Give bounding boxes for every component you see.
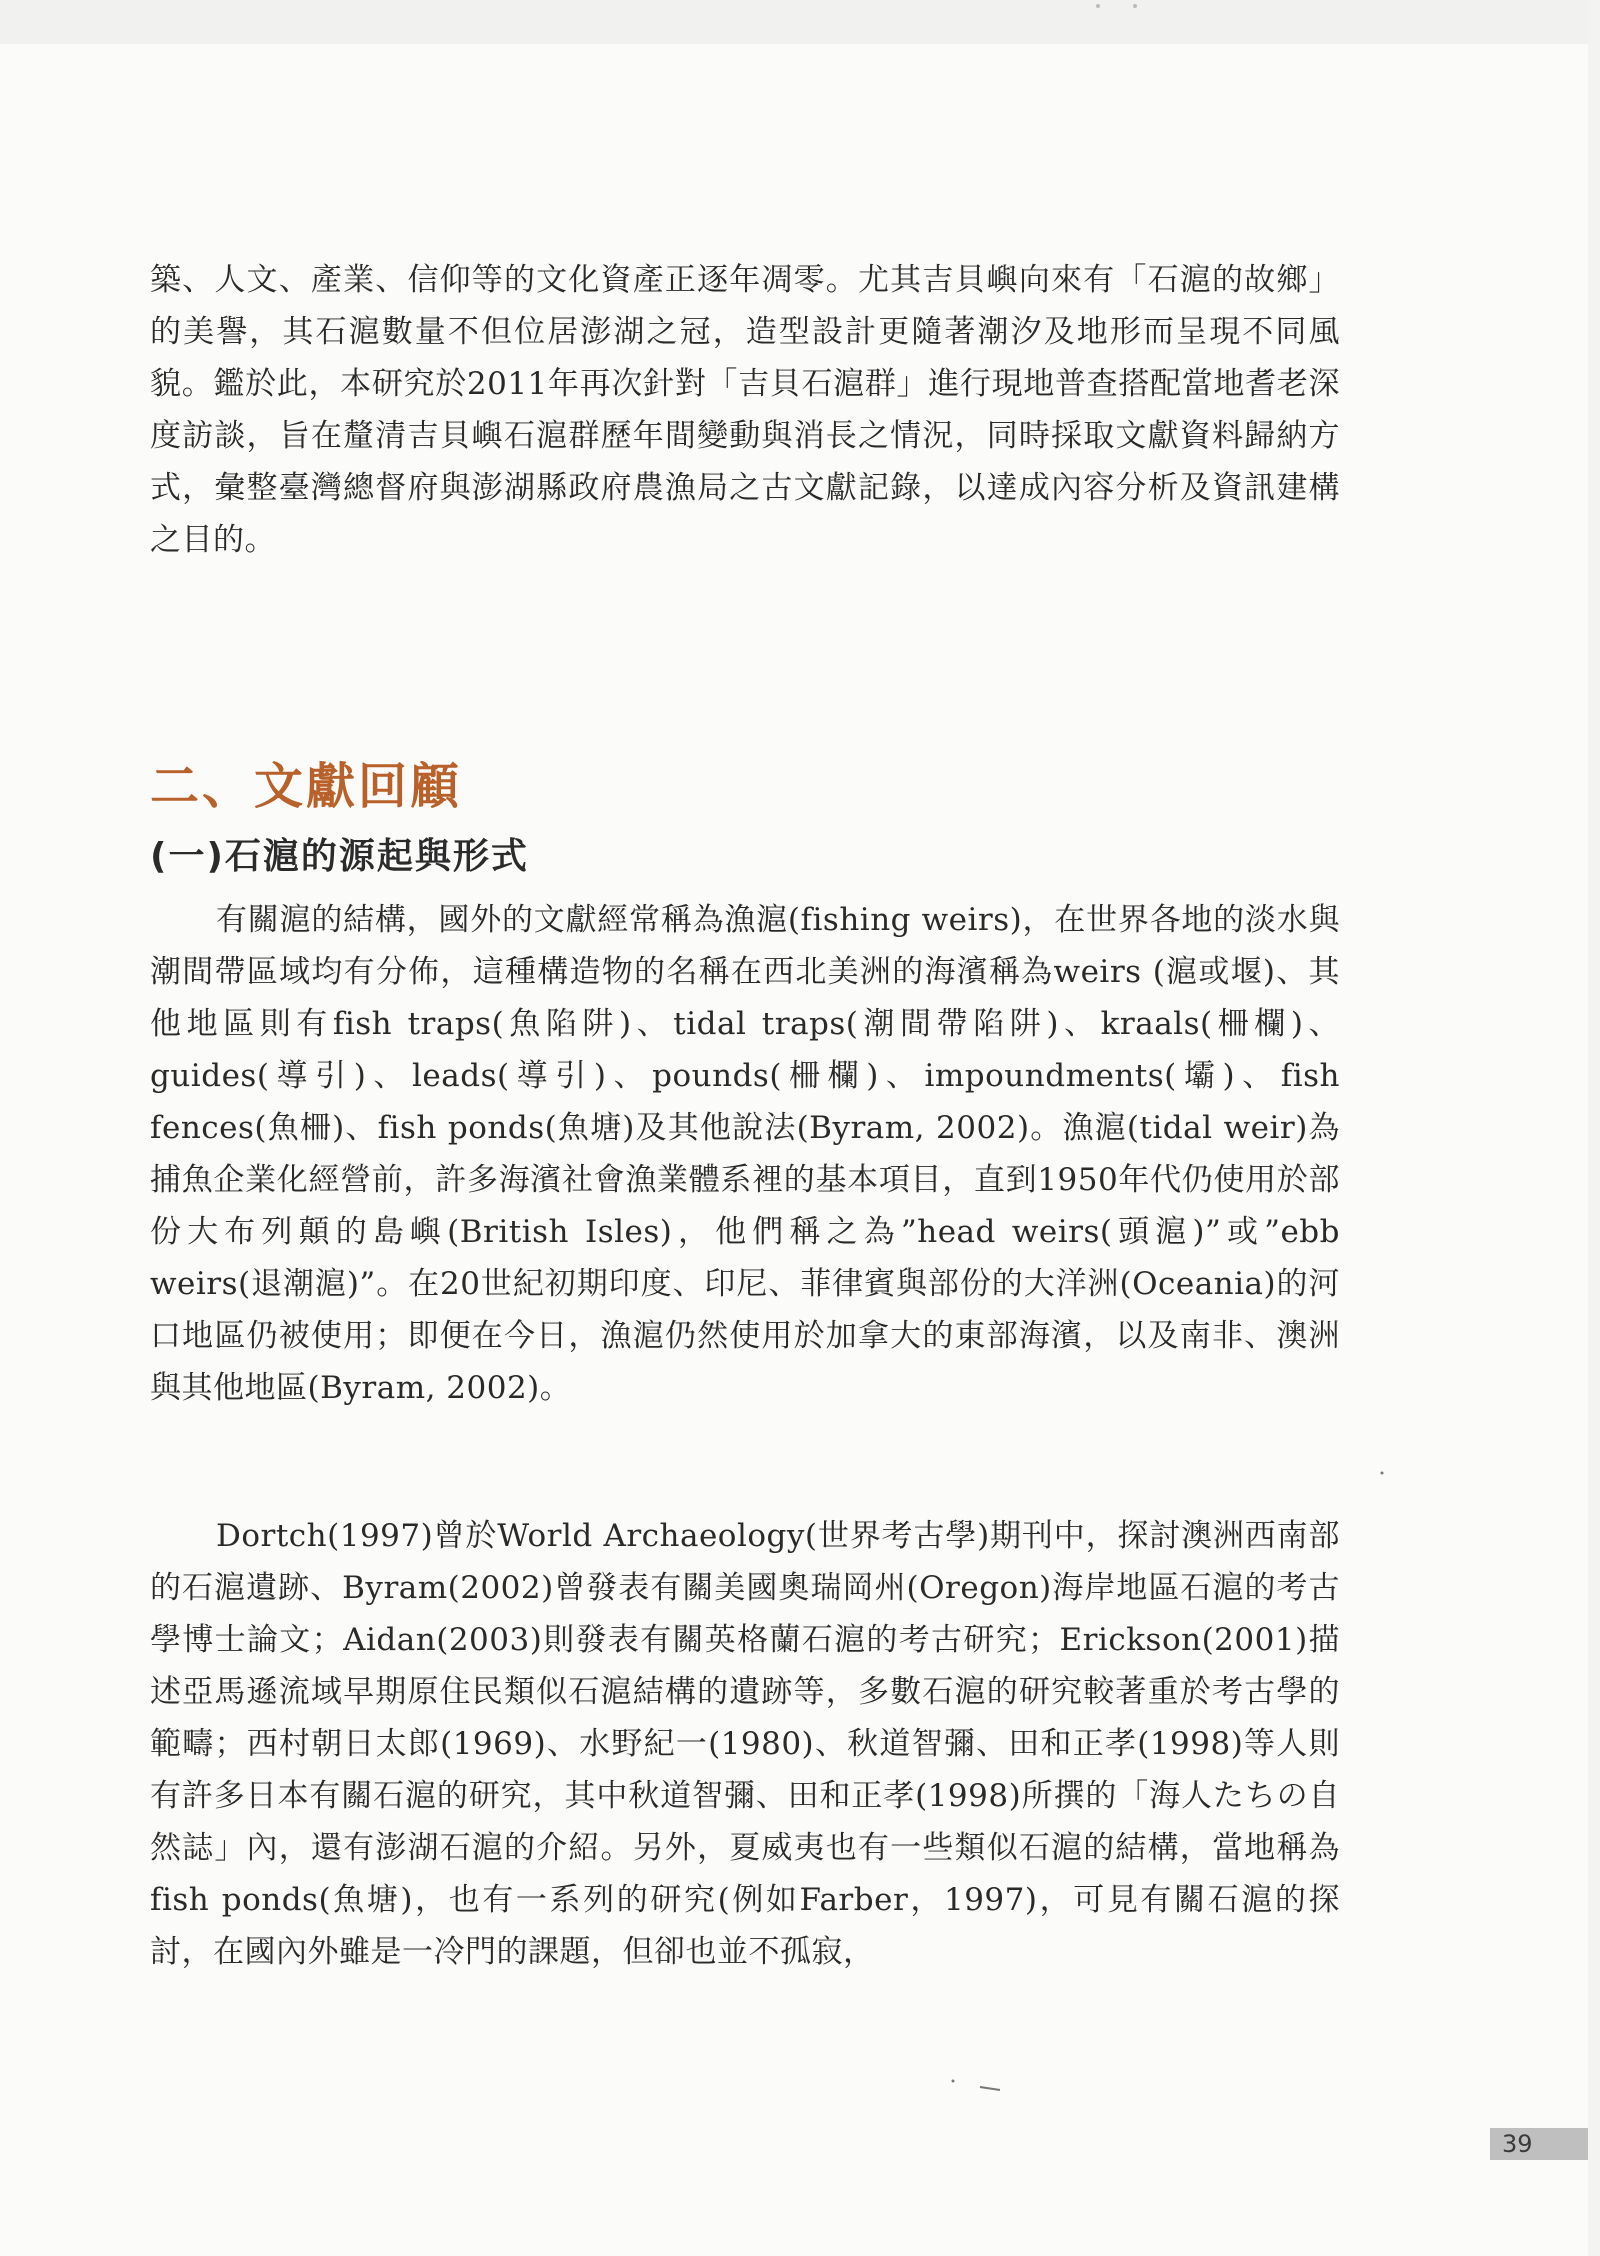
intro-paragraph: 築、人文、產業、信仰等的文化資產正逐年凋零。尤其吉貝嶼向來有「石滬的故鄉」的美譽，其石滬數量不但位居澎湖之冠，造型設計更隨著潮汐及地形而呈現不同風貌。鑑於此，本研究於2011年再次針對「吉貝石滬群」進行現地普查搭配當地耆老深度訪談，旨在釐清吉貝嶼石滬群歷年間變動與消長之情況，同時採取文獻資料歸納方式，彙整臺灣總督府與澎湖縣政府農漁局之古文獻記錄，以達成內容分析及資訊建構之目的。 [150,262,1340,558]
page-number-tab: 39 [1490,2128,1588,2160]
body-paragraph-1: 有關滬的結構，國外的文獻經常稱為漁滬(fishing weirs)，在世界各地的淡水與潮間帶區域均有分佈，這種構造物的名稱在西北美洲的海濱稱為weirs (滬或堰)、其他地區則有fish traps(魚陷阱)、tidal traps(潮間帶陷阱)、kraals(柵欄)、guides(導引)、leads(導引)、pounds(柵欄)、impoundments(壩)、fish fences(魚柵)、fish ponds(魚塘)及其他說法(Byram, 2002)。漁滬(tidal weir)為捕魚企業化經營前，許多海濱社會漁業體系裡的基本項目，直到1950年代仍使用於部份大布列顛的島嶼(British Isles)，他們稱之為”head weirs(頭滬)”或”ebb weirs(退潮滬)”。在20世紀初期印度、印尼、菲律賓與部份的大洋洲(Oceania)的河口地區仍被使用；即便在今日，漁滬仍然使用於加拿大的東部海濱，以及南非、澳洲與其他地區(Byram, 2002)。 [150,902,1340,1406]
section-heading: 二、文獻回顧 [150,758,463,815]
top-scan-band [0,0,1600,44]
body-paragraph-2: Dortch(1997)曾於World Archaeology(世界考古學)期刊中，探討澳洲西南部的石滬遺跡、Byram(2002)曾發表有關美國奧瑞岡州(Oregon)海岸地區石滬的考古學博士論文；Aidan(2003)則發表有關英格蘭石滬的考古研究；Erickson(2001)描述亞馬遜流域早期原住民類似石滬結構的遺跡等，多數石滬的研究較著重於考古學的範疇；西村朝日太郎(1969)、水野紀一(1980)、秋道智彌、田和正孝(1998)等人則有許多日本有關石滬的研究，其中秋道智彌、田和正孝(1998)所撰的「海人たちの自然誌」內，還有澎湖石滬的介紹。另外，夏威夷也有一些類似石滬的結構，當地稱為fish ponds(魚塘)，也有一系列的研究(例如Farber，1997)，可見有關石滬的探討，在國內外雖是一冷門的課題，但卻也並不孤寂， [150,1518,1340,1970]
right-scan-margin [1588,0,1600,2256]
subsection-heading: (一)石滬的源起與形式 [150,836,529,877]
